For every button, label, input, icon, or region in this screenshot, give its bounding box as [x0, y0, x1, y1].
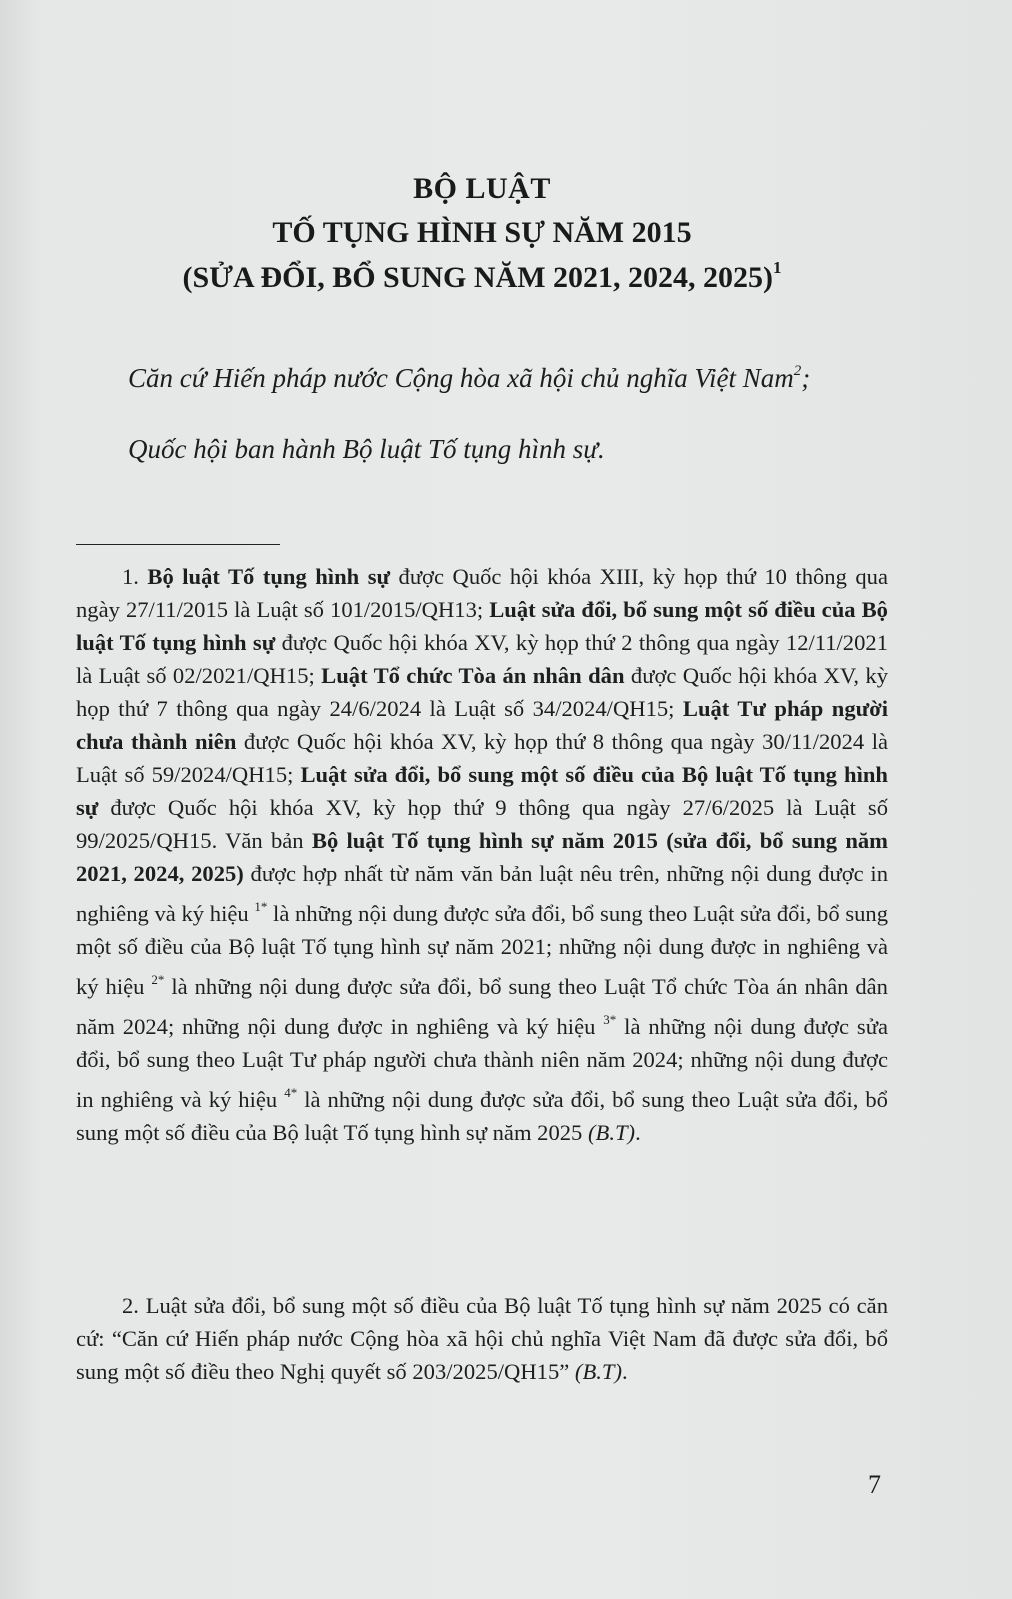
fn1-symbol: 4* [284, 1085, 298, 1100]
fn1-text: được Quốc hội khóa XIII, kỳ họp thứ 10 thông qua ngày 27/11/2015 là Luật số 101/2015/QH13; [76, 564, 888, 622]
fn2-italic: (B.T) [574, 1359, 622, 1384]
fn1-text: được Quốc hội khóa XV, kỳ họp thứ 8 thông qua ngày 30/11/2024 là Luật số 59/2024/QH15; [76, 729, 888, 787]
title-line-1: BỘ LUẬT [413, 172, 551, 205]
title-line-3-text: (SỬA ĐỔI, BỔ SUNG NĂM 2021, 2024, 2025) [182, 261, 774, 294]
fn1-text: 1. [122, 564, 148, 589]
fn1-text: là những nội dung được sửa đổi, bổ sung theo Luật Tổ chức Tòa án nhân dân năm 2024; những nội dung được in nghiêng và ký hiệu [76, 974, 888, 1039]
fn1-bold: Luật Tư pháp người chưa thành niên [76, 696, 889, 754]
fn1-bold: Luật Tổ chức Tòa án nhân dân [321, 663, 625, 688]
footnote-ref-1: 1 [773, 258, 782, 277]
footnote-2 [76, 1289, 888, 1388]
page-number: 7 [868, 1470, 881, 1499]
title-line-2: TỐ TỤNG HÌNH SỰ NĂM 2015 [272, 216, 692, 249]
preamble-constitution [76, 352, 888, 397]
fn2-text: 2. Luật sửa đổi, bổ sung một số điều của Bộ luật Tố tụng hình sự năm 2025 có căn cứ: “Căn cứ Hiến pháp nước Cộng hòa xã hội chủ nghĩa Việt Nam đã được sửa đổi, bổ sung một số điều theo Nghị quyết số 203/2025/QH15” [76, 1293, 888, 1384]
fn1-text: là những nội dung được sửa đổi, bổ sung theo Luật sửa đổi, bổ sung một số điều của Bộ luật Tố tụng hình sự năm 2021; những nội dung được in nghiêng và ký hiệu [76, 901, 888, 999]
fn1-bold: Luật sửa đổi, bổ sung một số điều của Bộ luật Tố tụng hình sự [76, 762, 888, 820]
fn1-italic: (B.T) [588, 1120, 636, 1145]
fn1-symbol: 1* [254, 899, 268, 914]
fn1-text: là những nội dung được sửa đổi, bổ sung theo Luật sửa đổi, bổ sung một số điều của Bộ luật Tố tụng hình sự năm 2025 [76, 1087, 888, 1145]
preamble-constitution-end: ; [801, 363, 811, 393]
footnote-1 [76, 560, 888, 1149]
fn1-bold: Luật sửa đổi, bổ sung một số điều của Bộ luật Tố tụng hình sự [76, 597, 888, 655]
fn1-text: được Quốc hội khóa XV, kỳ họp thứ 9 thông qua ngày 27/6/2025 là Luật số 99/2025/QH15. Văn bản [76, 795, 888, 853]
fn1-symbol: 3* [603, 1012, 617, 1027]
fn1-text: là những nội dung được sửa đổi, bổ sung theo Luật Tư pháp người chưa thành niên năm 2024; những nội dung được in nghiêng và ký hiệu [76, 1014, 888, 1112]
fn1-symbol: 2* [151, 972, 165, 987]
fn1-bold: Bộ luật Tố tụng hình sự [147, 564, 391, 589]
fn1-text: được Quốc hội khóa XV, kỳ họp thứ 2 thông qua ngày 12/11/2021 là Luật số 02/2021/QH15; [76, 630, 888, 688]
fn1-text: được Quốc hội khóa XV, kỳ họp thứ 7 thông qua ngày 24/6/2024 là Luật số 34/2024/QH15; [76, 663, 888, 721]
fn2-text: . [622, 1359, 628, 1384]
preamble-constitution-text: Căn cứ Hiến pháp nước Cộng hòa xã hội chủ nghĩa Việt Nam [128, 363, 794, 393]
footnote-ref-2: 2 [793, 363, 802, 379]
title-line-3 [76, 258, 888, 295]
footnote-separator [76, 544, 280, 545]
fn1-text: được hợp nhất từ năm văn bản luật nêu trên, những nội dung được in nghiêng và ký hiệu [76, 861, 888, 926]
fn1-bold: Bộ luật Tố tụng hình sự năm 2015 (sửa đổi, bổ sung năm 2021, 2024, 2025) [76, 828, 888, 886]
preamble-enactment: Quốc hội ban hành Bộ luật Tố tụng hình sự. [128, 434, 605, 464]
fn1-text: . [635, 1120, 641, 1145]
